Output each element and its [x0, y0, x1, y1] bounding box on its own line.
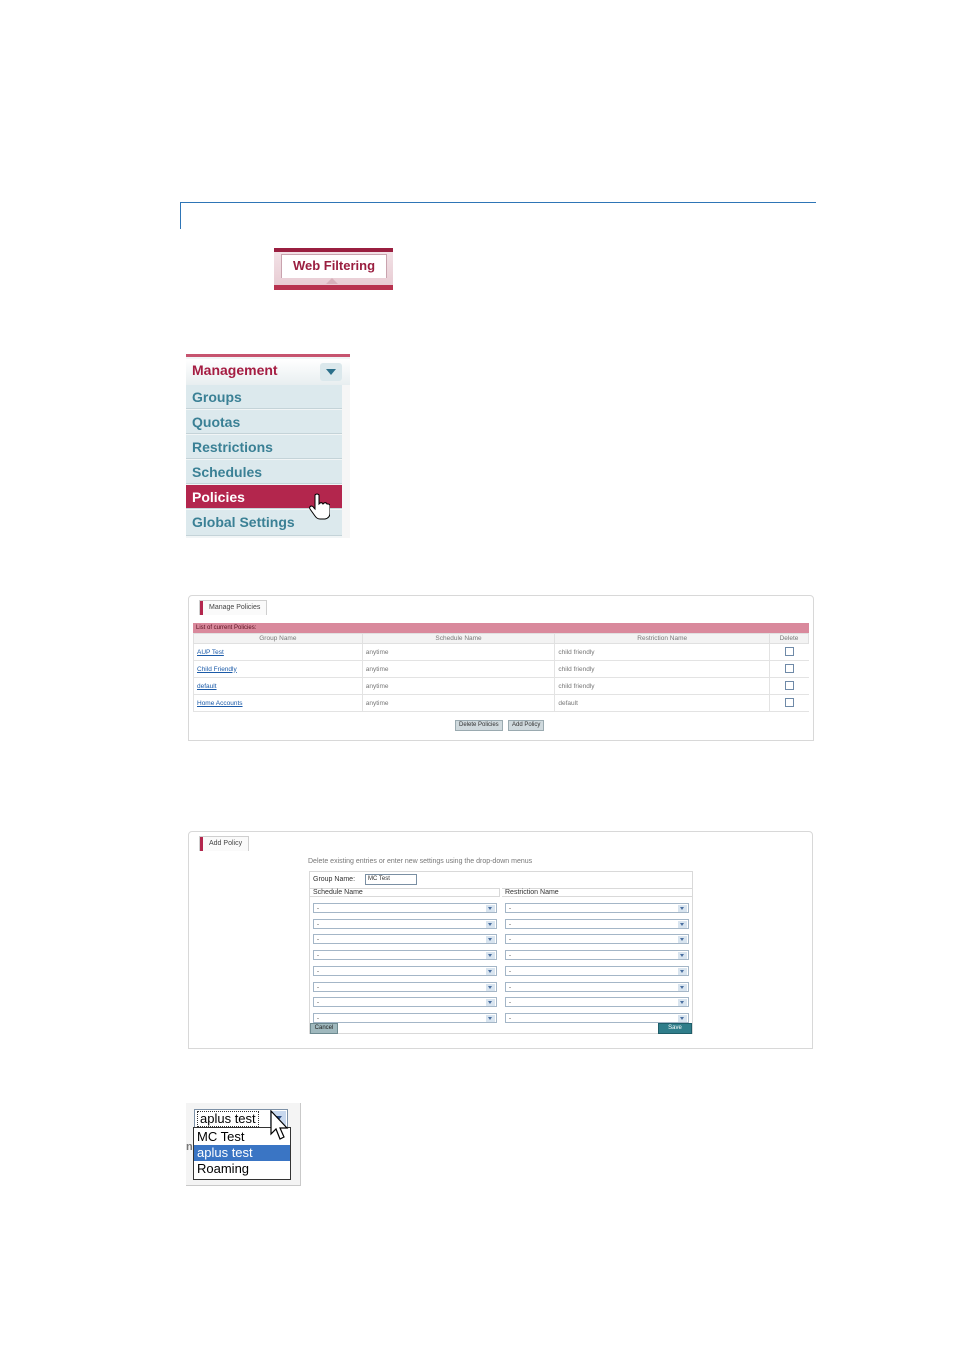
menu-top-line: [186, 354, 350, 357]
chevron-down-icon[interactable]: [678, 968, 687, 975]
restriction-select-value: -: [509, 1000, 511, 1007]
table-row: [194, 678, 809, 695]
restriction-select[interactable]: [505, 1013, 689, 1023]
restriction-cell: child friendly: [555, 661, 770, 678]
add-policy-button[interactable]: Add Policy: [508, 720, 544, 731]
schedule-select-value: -: [317, 906, 319, 912]
chevron-down-icon[interactable]: [486, 905, 495, 912]
option-roaming[interactable]: Roaming: [197, 1161, 250, 1176]
schedule-select[interactable]: [313, 934, 497, 944]
manage-policies-tab-label: Manage Policies: [209, 604, 261, 611]
restriction-cell: child friendly: [555, 644, 770, 661]
menu-item-groups[interactable]: Groups: [186, 385, 342, 409]
delete-checkbox[interactable]: [785, 664, 794, 673]
tab-bottom-bar: [274, 285, 393, 290]
chevron-down-icon[interactable]: [486, 936, 495, 943]
column-header-schedule: Schedule Name: [362, 634, 555, 644]
table-row: [194, 644, 809, 661]
stray-text: n: [186, 1141, 193, 1153]
restriction-select-value: -: [509, 906, 511, 912]
restriction-select[interactable]: [505, 903, 689, 913]
arrow-cursor-icon: [270, 1110, 290, 1142]
schedule-select[interactable]: [313, 950, 497, 960]
schedule-select-value: -: [317, 1000, 319, 1007]
restriction-select[interactable]: [505, 966, 689, 976]
chevron-down-icon[interactable]: [486, 968, 495, 975]
schedule-cell: anytime: [362, 644, 555, 661]
cancel-button[interactable]: Cancel: [310, 1023, 338, 1034]
menu-item-policies[interactable]: Policies: [186, 485, 342, 509]
schedule-select[interactable]: [313, 903, 497, 913]
menu-item-global-settings[interactable]: Global Settings: [186, 510, 342, 536]
chevron-down-icon[interactable]: [678, 984, 687, 991]
delete-policies-button[interactable]: Delete Policies: [455, 720, 503, 731]
group-name-label: Group Name:: [313, 876, 356, 883]
schedule-select-value: -: [317, 968, 319, 975]
group-link[interactable]: default: [197, 682, 217, 690]
chevron-down-icon[interactable]: [486, 999, 495, 1006]
chevron-down-icon[interactable]: [678, 952, 687, 959]
column-header-group: Group Name: [194, 634, 363, 644]
column-header-delete: Delete: [770, 634, 809, 644]
web-filtering-tab[interactable]: [274, 248, 393, 290]
add-policy-form: [309, 871, 693, 1034]
restriction-cell: child friendly: [555, 678, 770, 695]
add-policy-tab[interactable]: [199, 836, 249, 851]
management-menu-header[interactable]: [186, 359, 350, 385]
chevron-down-icon[interactable]: [678, 1015, 687, 1022]
header-rule: [180, 202, 816, 203]
schedule-cell: anytime: [362, 695, 555, 712]
restriction-select[interactable]: [505, 982, 689, 992]
table-header-row: [194, 634, 809, 644]
restriction-name-header: Restriction Name: [502, 888, 692, 897]
restriction-select-value: -: [509, 921, 511, 928]
schedule-select-value: -: [317, 984, 319, 991]
web-filtering-tab-label: Web Filtering: [281, 254, 387, 278]
header-rule-tick: [180, 202, 181, 229]
schedule-cell: anytime: [362, 661, 555, 678]
schedule-select[interactable]: [313, 966, 497, 976]
menu-item-schedules[interactable]: Schedules: [186, 460, 342, 484]
restriction-cell: default: [555, 695, 770, 712]
policies-table: [193, 633, 809, 712]
menu-item-quotas[interactable]: Quotas: [186, 410, 342, 434]
schedule-select[interactable]: [313, 997, 497, 1007]
option-aplus-test[interactable]: aplus test: [194, 1145, 290, 1161]
hand-cursor-icon: [308, 493, 330, 521]
group-link[interactable]: Child Friendly: [197, 665, 237, 673]
save-button[interactable]: Save: [658, 1023, 692, 1034]
restriction-select[interactable]: [505, 934, 689, 944]
chevron-down-icon[interactable]: [678, 936, 687, 943]
option-mc-test[interactable]: MC Test: [197, 1129, 245, 1144]
delete-checkbox[interactable]: [785, 681, 794, 690]
add-policy-panel: [188, 831, 813, 1049]
restriction-select-value: -: [509, 984, 511, 991]
restriction-select-value: -: [509, 953, 511, 960]
chevron-down-icon[interactable]: [320, 363, 342, 381]
restriction-select[interactable]: [505, 950, 689, 960]
chevron-down-icon[interactable]: [678, 905, 687, 912]
group-link[interactable]: AUP Test: [197, 648, 224, 656]
menu-item-restrictions[interactable]: Restrictions: [186, 435, 342, 459]
restriction-select-value: -: [509, 1015, 511, 1022]
chevron-down-icon[interactable]: [486, 921, 495, 928]
menu-right-edge: [342, 385, 350, 538]
add-policy-hint: Delete existing entries or enter new settings using the drop-down menus: [308, 858, 533, 865]
restriction-select[interactable]: [505, 919, 689, 929]
column-header-restriction: Restriction Name: [555, 634, 770, 644]
table-row: [194, 661, 809, 678]
schedule-name-header: Schedule Name: [310, 888, 500, 897]
restriction-select-value: -: [509, 968, 511, 975]
manage-policies-tab[interactable]: [199, 600, 267, 615]
chevron-down-icon[interactable]: [486, 952, 495, 959]
chevron-down-icon[interactable]: [486, 984, 495, 991]
schedule-cell: anytime: [362, 678, 555, 695]
schedule-select[interactable]: [313, 1013, 497, 1023]
delete-checkbox[interactable]: [785, 647, 794, 656]
policies-list-caption: List of current Policies:: [193, 623, 809, 633]
delete-checkbox[interactable]: [785, 698, 794, 707]
restriction-select[interactable]: [505, 997, 689, 1007]
management-menu-title: Management: [192, 362, 278, 378]
schedule-select[interactable]: [313, 919, 497, 929]
group-link[interactable]: Home Accounts: [197, 699, 243, 707]
group-name-select[interactable]: MC Test: [365, 874, 417, 885]
tab-top-bar: [274, 248, 393, 252]
table-row: [194, 695, 809, 712]
chevron-down-icon[interactable]: [486, 1015, 495, 1022]
selected-group-value: aplus test: [197, 1111, 259, 1127]
schedule-select-value: -: [317, 1015, 319, 1022]
chevron-down-icon[interactable]: [678, 999, 687, 1006]
add-policy-tab-label: Add Policy: [209, 840, 243, 847]
chevron-down-icon[interactable]: [678, 921, 687, 928]
schedule-select[interactable]: [313, 982, 497, 992]
schedule-select-value: -: [317, 953, 319, 960]
manage-policies-panel: [188, 595, 814, 741]
schedule-select-value: -: [317, 937, 319, 944]
caret-up-icon: [326, 278, 338, 284]
schedule-select-value: -: [317, 921, 319, 928]
restriction-select-value: -: [509, 937, 511, 944]
